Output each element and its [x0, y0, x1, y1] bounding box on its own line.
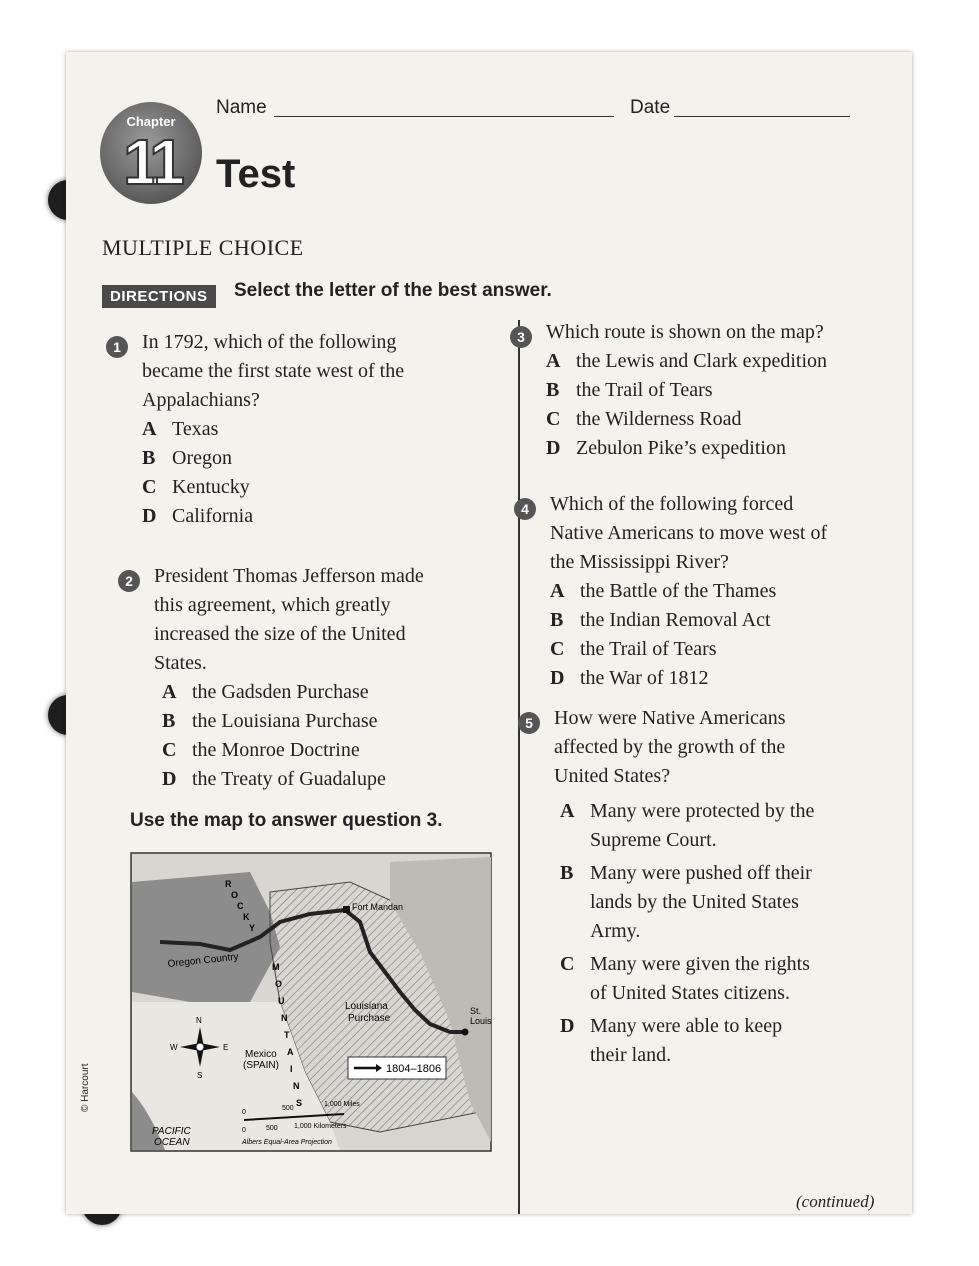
option-1b[interactable]: B Oregon — [142, 447, 232, 469]
mountains-letter: N — [281, 1013, 288, 1023]
option-3c[interactable]: C the Wilderness Road — [546, 408, 742, 430]
map-label-fort-mandan: Fort Mandan — [352, 902, 404, 912]
question-5 — [554, 704, 890, 1070]
question-number-3: 3 — [510, 326, 532, 348]
question-text: this agreement, which greatly — [154, 594, 391, 616]
rocky-letter: O — [231, 890, 239, 900]
mountains-letter: U — [278, 996, 285, 1006]
name-line[interactable] — [274, 116, 614, 117]
question-text: Native Americans to move west of — [550, 522, 828, 544]
option-2b[interactable]: B the Louisiana Purchase — [162, 710, 378, 732]
option-3a[interactable]: A the Lewis and Clark expedition — [546, 350, 828, 372]
mountains-letter: T — [284, 1030, 290, 1040]
map-projection: Albers Equal-Area Projection — [242, 1139, 332, 1146]
scale-km-500: 500 — [266, 1125, 278, 1132]
question-text: affected by the growth of the — [554, 736, 786, 758]
rocky-letter: Y — [249, 923, 256, 933]
question-1 — [142, 328, 502, 531]
map-label-oregon-country: Oregon Country — [167, 951, 240, 970]
map-label-louis: Louis — [470, 1016, 492, 1026]
map-label-st: St. — [470, 1006, 482, 1016]
mountains-letter: I — [290, 1064, 293, 1074]
question-text: States. — [154, 652, 207, 674]
compass-n: N — [196, 1016, 202, 1025]
option-2d[interactable]: D the Treaty of Guadalupe — [162, 768, 386, 790]
scale-km-0: 0 — [242, 1127, 246, 1134]
option-2c[interactable]: C the Monroe Doctrine — [162, 739, 360, 761]
question-number-2: 2 — [118, 570, 140, 592]
column-divider — [518, 320, 520, 1214]
mountains-letter: N — [293, 1081, 300, 1091]
date-label: Date — [630, 97, 671, 118]
scale-miles-1000: 1,000 Miles — [324, 1101, 360, 1108]
route-legend — [348, 1057, 446, 1079]
chapter-number: 11 — [123, 126, 179, 198]
compass-s: S — [197, 1071, 203, 1080]
option-5c[interactable]: C Many were given the rights of United States citizens. — [560, 953, 810, 1004]
mountains-letter: O — [275, 979, 283, 989]
option-5a[interactable]: A Many were protected by the Supreme Court. — [560, 800, 815, 851]
option-2a[interactable]: A the Gadsden Purchase — [162, 681, 369, 703]
scale-miles-500: 500 — [282, 1105, 294, 1112]
mountains-letter: S — [296, 1098, 303, 1108]
directions-badge: DIRECTIONS — [102, 285, 216, 308]
option-1c[interactable]: C Kentucky — [142, 476, 250, 498]
section-heading: MULTIPLE CHOICE — [102, 235, 304, 260]
scale-km-1000: 1,000 Kilometers — [294, 1123, 347, 1130]
compass-w: W — [170, 1043, 178, 1052]
scale-miles-0: 0 — [242, 1109, 246, 1116]
option-5b[interactable]: B Many were pushed off their lands by the United States Army. — [560, 862, 812, 942]
option-1d[interactable]: D California — [142, 505, 254, 527]
map-instruction: Use the map to answer question 3. — [130, 810, 443, 831]
option-5d[interactable]: D Many were able to keep their land. — [560, 1015, 783, 1066]
question-text: the Mississippi River? — [550, 551, 729, 573]
question-text: Which of the following forced — [550, 493, 794, 515]
date-line[interactable] — [674, 116, 850, 117]
map-label-louisiana: Louisiana — [345, 1001, 388, 1012]
continued-note: (continued) — [796, 1192, 875, 1211]
mountains-letter: M — [272, 962, 280, 972]
question-text: United States? — [554, 765, 671, 787]
question-2 — [154, 562, 504, 794]
question-number-1: 1 — [106, 336, 128, 358]
question-text: Appalachians? — [142, 389, 260, 411]
rocky-letter: R — [225, 879, 232, 889]
directions-text: Select the letter of the best answer. — [234, 280, 552, 301]
map-label-spain: (SPAIN) — [243, 1060, 279, 1071]
question-3 — [546, 318, 886, 463]
rocky-letter: K — [243, 912, 250, 922]
fort-mandan-marker — [343, 906, 350, 913]
question-text: How were Native Americans — [554, 707, 786, 729]
expedition-map — [130, 852, 492, 1152]
chapter-badge — [100, 102, 202, 204]
option-4a[interactable]: A the Battle of the Thames — [550, 580, 777, 602]
option-4b[interactable]: B the Indian Removal Act — [550, 609, 771, 631]
rocky-letter: C — [237, 901, 244, 911]
map-label-pacific: PACIFIC — [152, 1126, 191, 1137]
option-3d[interactable]: D Zebulon Pike’s expedition — [546, 437, 786, 459]
question-text: became the first state west of the — [142, 360, 405, 382]
option-3b[interactable]: B the Trail of Tears — [546, 379, 713, 401]
legend-route-label: 1804–1806 — [386, 1063, 442, 1075]
test-page — [66, 52, 912, 1214]
map-label-ocean: OCEAN — [154, 1137, 190, 1148]
question-number-5: 5 — [518, 712, 540, 734]
page-title: Test — [216, 152, 296, 196]
chapter-label: Chapter — [126, 114, 176, 129]
question-text: In 1792, which of the following — [142, 331, 397, 353]
option-1a[interactable]: A Texas — [142, 418, 219, 440]
question-text: President Thomas Jefferson made — [154, 565, 424, 587]
compass-e: E — [223, 1043, 229, 1052]
question-number-4: 4 — [514, 498, 536, 520]
option-4d[interactable]: D the War of 1812 — [550, 667, 709, 689]
name-label: Name — [216, 97, 267, 118]
map-label-purchase: Purchase — [348, 1013, 391, 1024]
question-4 — [550, 490, 890, 693]
option-4c[interactable]: C the Trail of Tears — [550, 638, 717, 660]
map-label-mexico: Mexico — [245, 1049, 277, 1060]
st-louis-marker — [462, 1029, 469, 1036]
question-text: Which route is shown on the map? — [546, 321, 824, 343]
mountains-letter: A — [287, 1047, 294, 1057]
copyright: © Harcourt — [80, 1063, 91, 1112]
question-text: increased the size of the United — [154, 623, 406, 645]
